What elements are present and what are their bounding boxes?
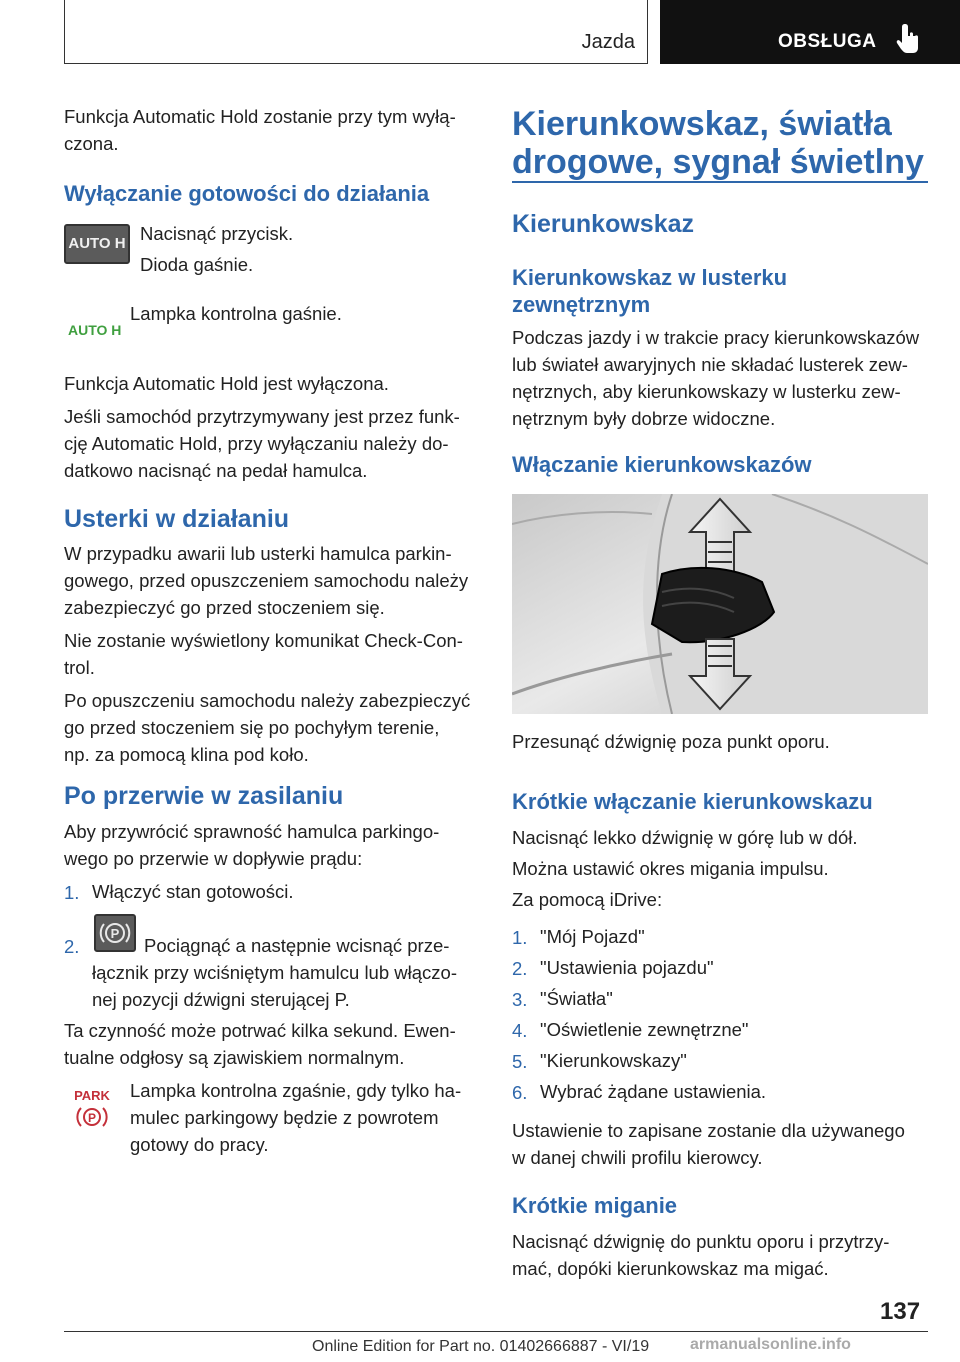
hold-para-1: Jeśli samochód przytrzymywany jest przez funk- [64,406,460,427]
park-lamp-symbol-icon [75,1103,109,1131]
przerwa-para-1: Aby przywrócić sprawność hamulca parkingo- [64,821,440,842]
footer-edition: Online Edition for Part no. 01402666887 - VI/19 [312,1338,650,1355]
intro-line-1: Funkcja Automatic Hold zostanie przy tym wyłą- [64,106,456,127]
heading-kierunkowskaz: Kierunkowskaz [512,210,695,238]
secure-para-3: np. za pomocą klina pod koło. [64,744,309,765]
menu-3-text: "Światła" [540,988,613,1009]
time-para-1: Ta czynność może potrwać kilka sekund. Ewen- [64,1020,456,1041]
page-number: 137 [880,1298,921,1325]
parking-brake-button-icon [94,914,136,952]
przerwa-para-2: wego po przerwie w dopływie prądu: [64,848,363,869]
hold-para-3: datkowo nacisnąć na pedał hamulca. [64,460,368,481]
hand-pointer-icon [896,22,922,54]
auto-hold-lamp-icon: AUTO H [68,322,122,338]
heading-lusterko-2: zewnętrznym [512,292,651,317]
step-1-text: Włączyć stan gotowości. [92,881,294,902]
heading-wylaczanie: Wyłączanie gotowości do działania [64,181,430,206]
miganie-para-1: Nacisnąć dźwignię do punktu oporu i przytrzy- [512,1231,890,1252]
footer-watermark: armanualsonline.info [690,1336,851,1353]
heading-krotkie: Krótkie włączanie kierunkowskazu [512,789,873,814]
press-button-text: Nacisnąć przycisk. [140,223,294,244]
park-lamp-label: PARK [74,1088,110,1103]
header-chapter: OBSŁUGA [778,31,877,52]
miganie-para-2: mać, dopóki kierunkowskaz ma migać. [512,1258,829,1279]
lusterko-para-3: nętrznych, aby kierunkowskazy w lusterku zew- [512,381,901,402]
illustration-caption: Przesunąć dźwignię poza punkt oporu. [512,731,830,752]
menu-5-text: "Kierunkowskazy" [540,1050,687,1071]
step-2-line-1: Pociągnąć a następnie wcisnąć prze- [144,935,450,956]
turn-signal-lever-illustration [512,494,928,714]
menu-1-text: "Mój Pojazd" [540,926,645,947]
usterki-para-1: W przypadku awarii lub usterki hamulca parkin- [64,543,452,564]
header-section-box [64,0,648,64]
menu-5-number: 5. [512,1051,528,1072]
heading-miganie: Krótkie miganie [512,1193,678,1218]
section-title-line-2: drogowe, sygnał świetlny [512,143,924,181]
park-text-3: gotowy do pracy. [130,1134,269,1155]
parking-brake-symbol-icon [96,916,134,950]
lusterko-para-2: lub świateł awaryjnych nie składać lusterek zew- [512,354,908,375]
park-lamp-icon [72,1088,112,1134]
park-text-1: Lampka kontrolna zgaśnie, gdy tylko ha- [130,1080,462,1101]
menu-4-number: 4. [512,1020,528,1041]
menu-2-text: "Ustawienia pojazdu" [540,957,714,978]
header-section: Jazda [581,31,635,53]
intro-line-2: czona. [64,133,119,154]
set-period-text: Można ustawić okres migania impulsu. [512,858,829,879]
heading-wlaczanie: Włączanie kierunkowskazów [512,452,812,477]
saved-para-2: w danej chwili profilu kierowcy. [512,1147,763,1168]
title-rule [512,181,928,183]
svg-text:P: P [110,926,120,941]
hold-para-2: cję Automatic Hold, przy wyłączaniu należy do- [64,433,449,454]
section-title-line-1: Kierunkowskaz, światła [512,105,892,143]
secure-para-2: go przed stoczeniem się po pochyłym terenie, [64,717,440,738]
time-para-2: tualne odgłosy są zjawiskiem normalnym. [64,1047,405,1068]
lusterko-para-1: Podczas jazdy i w trakcie pracy kierunkowskazów [512,327,920,348]
heading-usterki: Usterki w działaniu [64,505,290,533]
auto-hold-off-text: Funkcja Automatic Hold jest wyłączona. [64,373,389,394]
secure-para-1: Po opuszczeniu samochodu należy zabezpieczyć [64,690,471,711]
step-2-line-2: łącznik przy wciśniętym hamulcu lub włączo- [92,962,457,983]
step-2-number: 2. [64,936,80,957]
menu-6-number: 6. [512,1082,528,1103]
step-2-line-3: nej pozycji dźwigni sterującej P. [92,989,350,1010]
menu-2-number: 2. [512,958,528,979]
park-text-2: mulec parkingowy będzie z powrotem [130,1107,439,1128]
menu-1-number: 1. [512,927,528,948]
usterki-para-3: zabezpieczyć go przed stoczeniem się. [64,597,385,618]
svg-text:P: P [87,1111,97,1125]
step-1-number: 1. [64,882,80,903]
lusterko-para-4: nętrznym były dobrze widoczne. [512,408,776,429]
usterki-para-2: gowego, przed opuszczeniem samochodu należy [64,570,469,591]
check-para-1: Nie zostanie wyświetlony komunikat Check-Con- [64,630,463,651]
idrive-text: Za pomocą iDrive: [512,889,663,910]
diode-off-text: Dioda gaśnie. [140,254,254,275]
menu-6-text: Wybrać żądane ustawienia. [540,1081,767,1102]
lamp-off-text: Lampka kontrolna gaśnie. [130,303,342,324]
press-light-text: Nacisnąć lekko dźwignię w górę lub w dół. [512,827,858,848]
heading-lusterko-1: Kierunkowskaz w lusterku [512,265,788,290]
footer-rule [64,1331,928,1332]
heading-przerwa: Po przerwie w zasilaniu [64,782,344,810]
header-chapter-box [660,0,960,64]
saved-para-1: Ustawienie to zapisane zostanie dla używanego [512,1120,905,1141]
menu-4-text: "Oświetlenie zewnętrzne" [540,1019,749,1040]
check-para-2: trol. [64,657,95,678]
menu-3-number: 3. [512,989,528,1010]
auto-hold-button-icon: AUTO H [64,224,130,264]
